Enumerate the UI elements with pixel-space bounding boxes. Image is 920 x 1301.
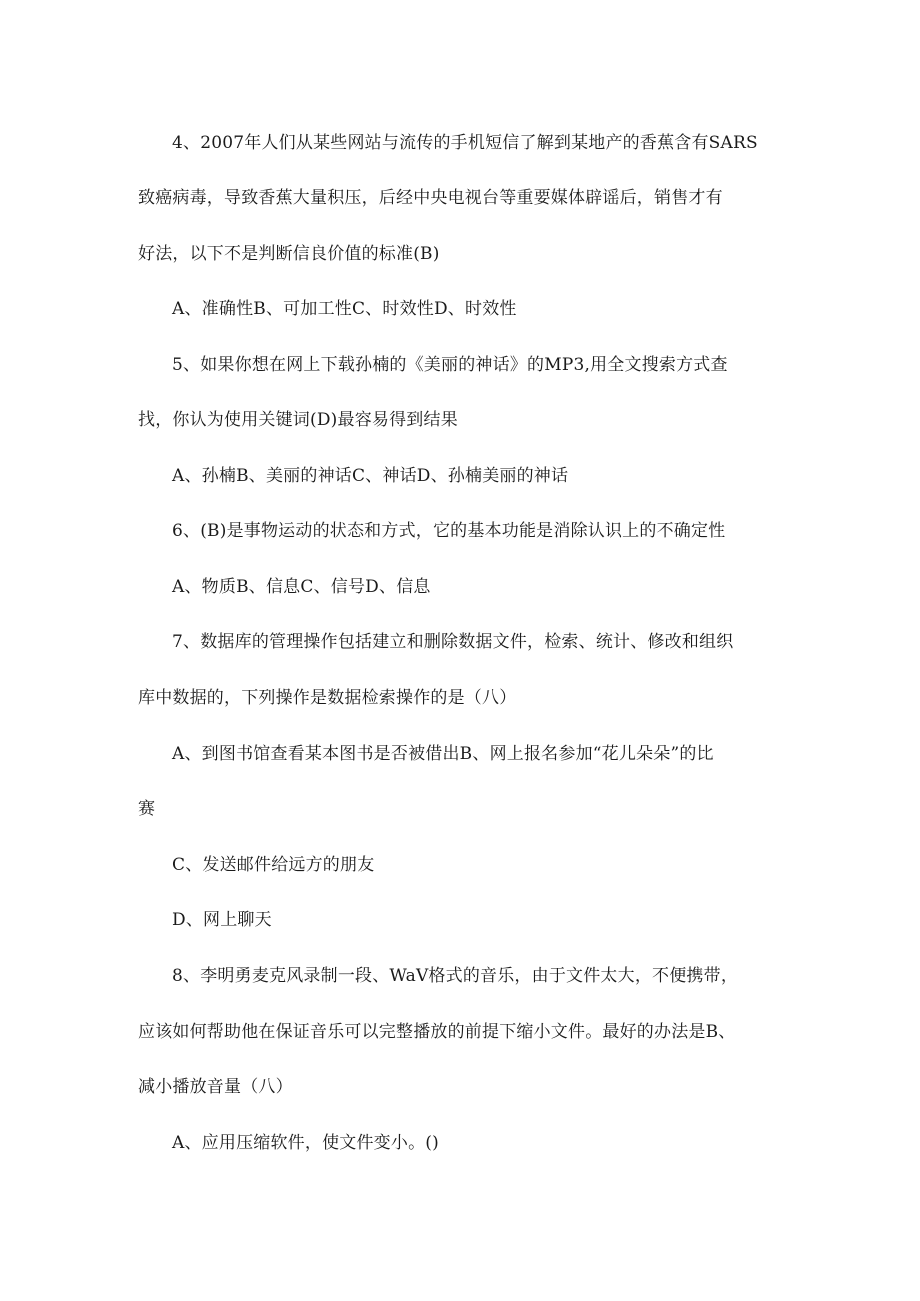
question-8-option-a: A、应用压缩软件，使文件变小。() bbox=[172, 1133, 439, 1153]
question-4-line-2: 致癌病毒，导致香蕉大量积压，后经中央电视台等重要媒体辟谣后，销售才有 bbox=[138, 188, 723, 208]
question-7-line-1: 7、数据库的管理操作包括建立和删除数据文件，检索、统计、修改和组织 bbox=[172, 632, 734, 652]
question-5-options: A、孙楠B、美丽的神话C、神话D、孙楠美丽的神话 bbox=[172, 466, 569, 486]
question-7-option-ab: A、到图书馆查看某本图书是否被借出B、网上报名参加“花儿朵朵”的比 bbox=[172, 744, 714, 764]
question-4-line-3: 好法，以下不是判断信良价值的标准(B) bbox=[138, 244, 440, 264]
question-4-options: A、准确性B、可加工性C、时效性D、时效性 bbox=[172, 299, 517, 319]
question-8-line-1: 8、李明勇麦克风录制一段、WaV格式的音乐，由于文件太大，不便携带， bbox=[172, 966, 739, 986]
question-7-option-d: D、网上聊天 bbox=[172, 910, 272, 930]
question-7-option-c: C、发送邮件给远方的朋友 bbox=[172, 855, 375, 875]
question-8-line-3: 减小播放音量（八） bbox=[138, 1077, 293, 1097]
question-4-line-1: 4、2007年人们从某些网站与流传的手机短信了解到某地产的香蕉含有SARS bbox=[172, 133, 758, 153]
question-5-line-2: 找，你认为使用关键词(D)最容易得到结果 bbox=[138, 410, 458, 430]
question-5-line-1: 5、如果你想在网上下载孙楠的《美丽的神话》的MP3,用全文搜索方式查 bbox=[172, 355, 728, 375]
question-7-option-ab-cont: 赛 bbox=[138, 799, 156, 819]
question-8-line-2: 应该如何帮助他在保证音乐可以完整播放的前提下缩小文件。最好的办法是B、 bbox=[138, 1022, 736, 1042]
question-6-options: A、物质B、信息C、信号D、信息 bbox=[172, 577, 431, 597]
question-6-line-1: 6、(B)是事物运动的状态和方式，它的基本功能是消除认识上的不确定性 bbox=[172, 521, 726, 541]
question-7-line-2: 库中数据的，下列操作是数据检索操作的是（八） bbox=[138, 688, 517, 708]
